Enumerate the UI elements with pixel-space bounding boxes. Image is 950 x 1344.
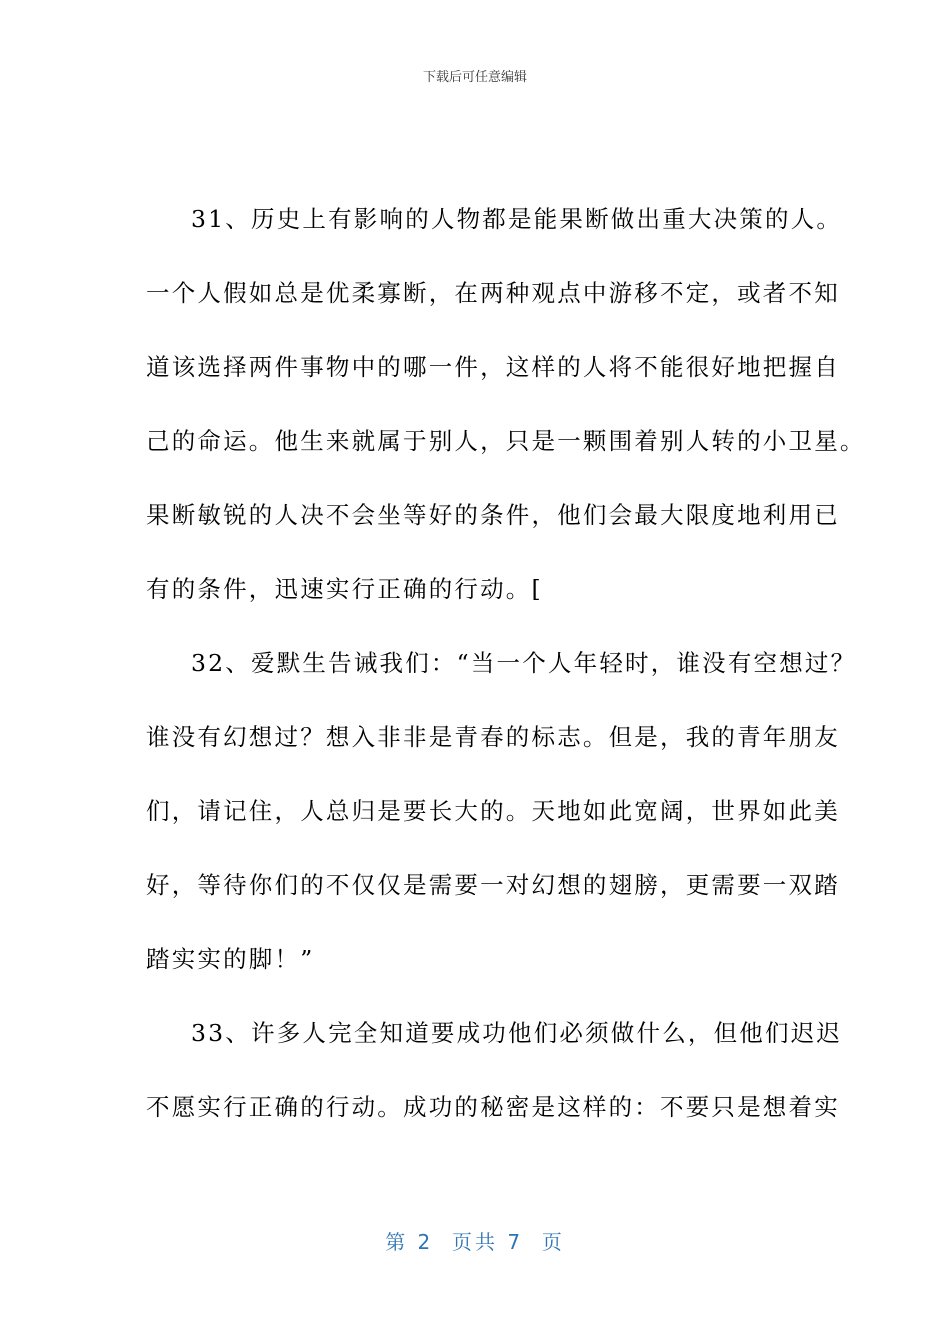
paragraph-31-line-1: 31、历史上有影响的人物都是能果断做出重大决策的人。	[191, 205, 843, 233]
paragraph-33-line-1: 33、许多人完全知道要成功他们必须做什么，但他们迟迟	[191, 1019, 843, 1047]
paragraph-32-line-4: 好，等待你们的不仅仅是需要一对幻想的翅膀，更需要一双踏	[146, 871, 840, 899]
paragraph-32-line-1: 32、爱默生告诫我们：“当一个人年轻时，谁没有空想过？	[191, 649, 857, 677]
paragraph-32-line-5: 踏实实的脚！”	[146, 945, 315, 973]
current-page-number: 2	[417, 1230, 434, 1254]
paragraph-31-line-3: 道该选择两件事物中的哪一件，这样的人将不能很好地把握自	[146, 353, 840, 381]
total-pages-number: 7	[507, 1230, 524, 1254]
page-header: 下载后可任意编辑	[422, 70, 527, 85]
paragraph-33-line-2: 不愿实行正确的行动。成功的秘密是这样的：不要只是想着实	[146, 1093, 840, 1121]
footer-prefix: 第	[385, 1230, 409, 1254]
page-footer	[0, 1226, 950, 1255]
paragraph-31-line-6: 有的条件，迅速实行正确的行动。[	[146, 575, 543, 603]
footer-suffix: 页	[541, 1230, 565, 1254]
paragraph-32-line-2: 谁没有幻想过？想入非非是青春的标志。但是，我的青年朋友	[146, 723, 840, 751]
paragraph-31-line-2: 一个人假如总是优柔寡断，在两种观点中游移不定，或者不知	[146, 279, 840, 307]
paragraph-31-line-5: 果断敏锐的人决不会坐等好的条件，他们会最大限度地利用已	[146, 501, 840, 529]
footer-middle: 页共	[452, 1230, 498, 1254]
paragraph-31-line-4: 己的命运。他生来就属于别人，只是一颗围着别人转的小卫星。	[146, 427, 866, 455]
paragraph-32-line-3: 们，请记住，人总归是要长大的。天地如此宽阔，世界如此美	[146, 797, 840, 825]
